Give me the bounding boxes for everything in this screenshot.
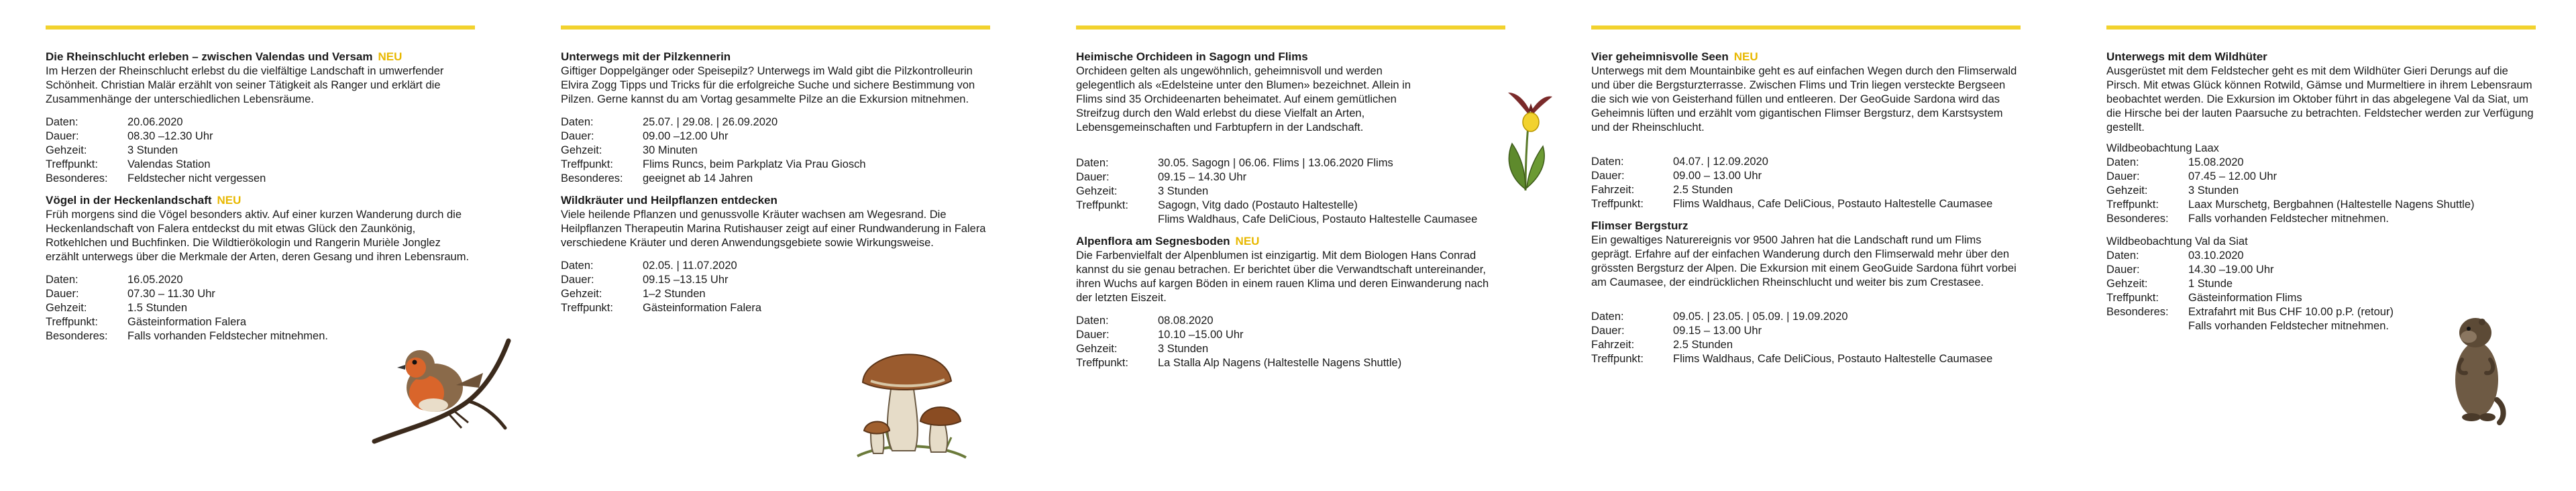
column-2 bbox=[561, 25, 990, 323]
info-row: Treffpunkt: Sagogn, Vitg dado (Postauto Haltestelle) bbox=[1076, 199, 1358, 211]
yellow-divider bbox=[1076, 25, 1505, 30]
group-title: Wildbeobachtung Laax bbox=[2106, 142, 2219, 154]
section-wildhueter bbox=[2106, 50, 2536, 333]
yellow-divider bbox=[2106, 25, 2536, 30]
section-title: Wildkräuter und Heilpflanzen entdecken bbox=[561, 194, 777, 207]
section-description: Im Herzen der Rheinschlucht erlebst du die vielfältige Landschaft in umwerfender Schönheit. Christian Malär erzählt von seiner Tätigkeit als Ranger und erklärt die Zusammenhänge der unterschiedlichen Lebensräume. bbox=[46, 65, 444, 105]
section-title: Alpenflora am Segnesboden NEU bbox=[1076, 235, 1260, 248]
section-description: Orchideen gelten als ungewöhnlich, geheimnisvoll und werden gelegentlich als «Edelsteine unter den Blumen» bezeichnet. Allein in Flims sind 35 Orchideenarten beheimatet. Auf einem gemütlichen Streifzug durch den Wald erlebst du diese Vielfalt an Arten, Lebensgemeinschaften und Farbtupfern in der Landschaft. bbox=[1076, 65, 1411, 133]
info-row: Gehzeit: 3 Stunden bbox=[46, 144, 178, 156]
info-row: Dauer: 09.15 – 13.00 Uhr bbox=[1591, 325, 1762, 337]
section-alpenflora bbox=[1076, 234, 1505, 370]
info-row: Dauer: 07.45 – 12.00 Uhr bbox=[2106, 170, 2277, 182]
section-description: Die Farbenvielfalt der Alpenblumen ist einzigartig. Mit dem Biologen Hans Conrad kannst du sie genau betrachen. Er berichtet über die Verwandtschaft untereinander, ihren Wuchs auf kargen Böden in einem rauen Klima und deren Einwanderung nach der letzten Eiszeit. bbox=[1076, 250, 1489, 304]
section-title: Flimser Bergsturz bbox=[1591, 219, 1688, 232]
yellow-divider bbox=[1591, 25, 2021, 30]
info-row: Treffpunkt: Gästeinformation Falera bbox=[46, 316, 246, 328]
info-rows bbox=[1591, 155, 2021, 211]
info-row: Besonderes: geeignet ab 14 Jahren bbox=[561, 172, 753, 184]
info-row: Daten: 16.05.2020 bbox=[46, 274, 183, 286]
yellow-divider bbox=[46, 25, 475, 30]
column-4 bbox=[1591, 25, 2021, 374]
info-row: Gehzeit: 1–2 Stunden bbox=[561, 288, 706, 300]
info-row: Dauer: 09.15 – 14.30 Uhr bbox=[1076, 171, 1247, 183]
section-title: Heimische Orchideen in Sagogn und Flims bbox=[1076, 50, 1308, 63]
group-title: Wildbeobachtung Val da Siat bbox=[2106, 235, 2248, 248]
info-row: Dauer: 08.30 –12.30 Uhr bbox=[46, 130, 213, 142]
section-rheinschlucht bbox=[46, 50, 475, 186]
info-row: Fahrzeit: 2.5 Stunden bbox=[1591, 184, 1733, 196]
section-description: Viele heilende Pflanzen und genussvolle Kräuter wachsen am Wegesrand. Die Heilpflanzen Therapeutin Marina Rutishauser zeigt auf einer Rundwanderung in Falera verschiedene Kräuter und deren Anwendungsgebiete sowie Wirkungsweise. bbox=[561, 209, 986, 249]
info-row: Treffpunkt: Flims Waldhaus, Cafe DeliCious, Postauto Haltestelle Caumasee bbox=[1591, 353, 1993, 365]
section-voegel bbox=[46, 193, 475, 343]
info-row: Daten: 02.05. | 11.07.2020 bbox=[561, 260, 737, 272]
info-row: Gehzeit: 3 Stunden bbox=[1076, 185, 1209, 197]
yellow-divider bbox=[561, 25, 990, 30]
info-row: Treffpunkt: Flims Runcs, beim Parkplatz Via Prau Giosch bbox=[561, 158, 866, 170]
info-row: Daten: 15.08.2020 bbox=[2106, 156, 2244, 168]
info-row: Dauer: 09.00 –12.00 Uhr bbox=[561, 130, 729, 142]
info-row: Gehzeit: 3 Stunden bbox=[2106, 184, 2239, 197]
new-badge: NEU bbox=[217, 194, 241, 207]
info-row: Flims Waldhaus, Cafe DeliCious, Postauto Haltestelle Caumasee bbox=[1158, 213, 1478, 225]
info-row: Treffpunkt: La Stalla Alp Nagens (Haltestelle Nagens Shuttle) bbox=[1076, 357, 1402, 369]
info-row: Gehzeit: 3 Stunden bbox=[1076, 343, 1209, 355]
section-seen bbox=[1591, 50, 2021, 211]
info-row: Dauer: 09.00 – 13.00 Uhr bbox=[1591, 170, 1762, 182]
section-title: Vögel in der Heckenlandschaft NEU bbox=[46, 194, 241, 207]
column-5 bbox=[2106, 25, 2536, 333]
info-row: Daten: 30.05. Sagogn | 06.06. Flims | 13.06.2020 Flims bbox=[1076, 157, 1393, 169]
info-rows bbox=[1076, 314, 1505, 370]
marmot-illustration bbox=[2442, 292, 2509, 427]
info-row: Treffpunkt: Gästeinformation Falera bbox=[561, 302, 761, 314]
mushrooms-illustration bbox=[851, 309, 971, 467]
info-row: Besonderes: Falls vorhanden Feldstecher mitnehmen. bbox=[46, 330, 328, 342]
orchid-illustration bbox=[1496, 90, 1556, 195]
new-badge: NEU bbox=[1235, 235, 1260, 248]
info-row: Dauer: 09.15 –13.15 Uhr bbox=[561, 274, 729, 286]
info-row: Dauer: 07.30 – 11.30 Uhr bbox=[46, 288, 215, 300]
info-row: Treffpunkt: Gästeinformation Flims bbox=[2106, 292, 2302, 304]
section-description: Ein gewaltiges Naturereignis vor 9500 Jahren hat die Landschaft rund um Flims geprägt. Erfahre auf der einfachen Wanderung durch den Flimserwald mehr über den grössten Bergsturz der Alpen. Die Exkursion mit einem GeoGuide Sardona führt vorbei am Caumasee, der eindrücklichen Rheinschlucht und weiter bis zum Crestasee. bbox=[1591, 234, 2017, 288]
info-rows bbox=[46, 115, 475, 186]
info-row: Gehzeit: 1 Stunde bbox=[2106, 278, 2233, 290]
column-3 bbox=[1076, 25, 1505, 378]
section-description: Giftiger Doppelgänger oder Speisepilz? Unterwegs im Wald gibt die Pilzkontrolleurin Elvira Zogg Tipps und Tricks für die erfolgreiche Suche und sichere Bestimmung von Pilzen. Gerne kannst du am Vortag gesammelte Pilze an die Exkursion mitnehmen. bbox=[561, 65, 975, 105]
info-row: Besonderes: Extrafahrt mit Bus CHF 10.00 p.P. (retour) bbox=[2106, 306, 2394, 318]
section-title: Die Rheinschlucht erleben – zwischen Valendas und Versam NEU bbox=[46, 50, 402, 63]
info-row: Besonderes: Falls vorhanden Feldstecher mitnehmen. bbox=[2106, 213, 2389, 225]
section-pilzkennerin bbox=[561, 50, 990, 186]
info-row: Daten: 03.10.2020 bbox=[2106, 250, 2244, 262]
info-row: Dauer: 10.10 –15.00 Uhr bbox=[1076, 329, 1244, 341]
info-row: Treffpunkt: Laax Murschetg, Bergbahnen (Haltestelle Nagens Shuttle) bbox=[2106, 199, 2475, 211]
info-rows bbox=[1076, 156, 1505, 227]
robin-bird-illustration bbox=[368, 327, 519, 448]
section-description: Unterwegs mit dem Mountainbike geht es auf einfachen Wegen durch den Flimserwald und über die Bergsturzterrasse. Zwischen Flims und Trin liegen versteckte Bergseen die sich wie von Geisterhand füllen und entleeren. Der GeoGuide Sardona wird das Geheimnis lüften und erzählt vom gigantischen Flimser Bergsturz, dem Karstsystem und der Rheinschlucht. bbox=[1591, 65, 2017, 133]
section-description: Früh morgens sind die Vögel besonders aktiv. Auf einer kurzen Wanderung durch die Heckenlandschaft von Falera entdeckst du mit etwas Glück den Zaunkönig, Rotkehlchen und Buchfinken. Die Wildtierökologin und Rangerin Murièle Jonglez erzählt unterwegs über die Merkmale der Arten, deren Gesang und ihren Lebensraum. bbox=[46, 209, 470, 263]
info-row: Treffpunkt: Flims Waldhaus, Cafe DeliCious, Postauto Haltestelle Caumasee bbox=[1591, 198, 1993, 210]
section-wildkraeuter bbox=[561, 193, 990, 315]
section-description: Ausgerüstet mit dem Feldstecher geht es mit dem Wildhüter Gieri Derungs auf die Pirsch. Mit etwas Glück können Rotwild, Gämse und Murmeltiere in ihrem Lebensraum beobachtet werden. Die Exkursion im Oktober führt in das abgelegene Val da Siat, um die Hirsche bei der lauten Paarsuche zu betrachten. Feldstecher werden zur Verfügung gestellt. bbox=[2106, 65, 2534, 133]
info-row: Daten: 08.08.2020 bbox=[1076, 315, 1214, 327]
info-row: Gehzeit: 30 Minuten bbox=[561, 144, 698, 156]
info-row: Daten: 25.07. | 29.08. | 26.09.2020 bbox=[561, 116, 778, 128]
section-orchideen bbox=[1076, 50, 1505, 227]
info-row: Dauer: 14.30 –19.00 Uhr bbox=[2106, 264, 2274, 276]
info-row: Gehzeit: 1.5 Stunden bbox=[46, 302, 187, 314]
section-title: Vier geheimnisvolle Seen NEU bbox=[1591, 50, 1758, 63]
column-1 bbox=[46, 25, 475, 351]
info-row: Fahrzeit: 2.5 Stunden bbox=[1591, 339, 1733, 351]
info-row: Daten: 04.07. | 12.09.2020 bbox=[1591, 156, 1768, 168]
info-row: Daten: 20.06.2020 bbox=[46, 116, 183, 128]
info-rows bbox=[561, 259, 990, 315]
info-row: Daten: 09.05. | 23.05. | 05.09. | 19.09.2020 bbox=[1591, 311, 1848, 323]
group-laax bbox=[2106, 142, 2536, 226]
section-title: Unterwegs mit der Pilzkennerin bbox=[561, 50, 731, 63]
new-badge: NEU bbox=[1733, 50, 1758, 63]
info-rows bbox=[561, 115, 990, 186]
section-bergsturz bbox=[1591, 219, 2021, 366]
info-row: Falls vorhanden Feldstecher mitnehmen. bbox=[2188, 320, 2389, 332]
new-badge: NEU bbox=[378, 50, 402, 63]
info-row: Besonderes: Feldstecher nicht vergessen bbox=[46, 172, 266, 184]
section-title: Unterwegs mit dem Wildhüter bbox=[2106, 50, 2267, 63]
info-row: Treffpunkt: Valendas Station bbox=[46, 158, 211, 170]
info-rows bbox=[1591, 310, 2021, 366]
